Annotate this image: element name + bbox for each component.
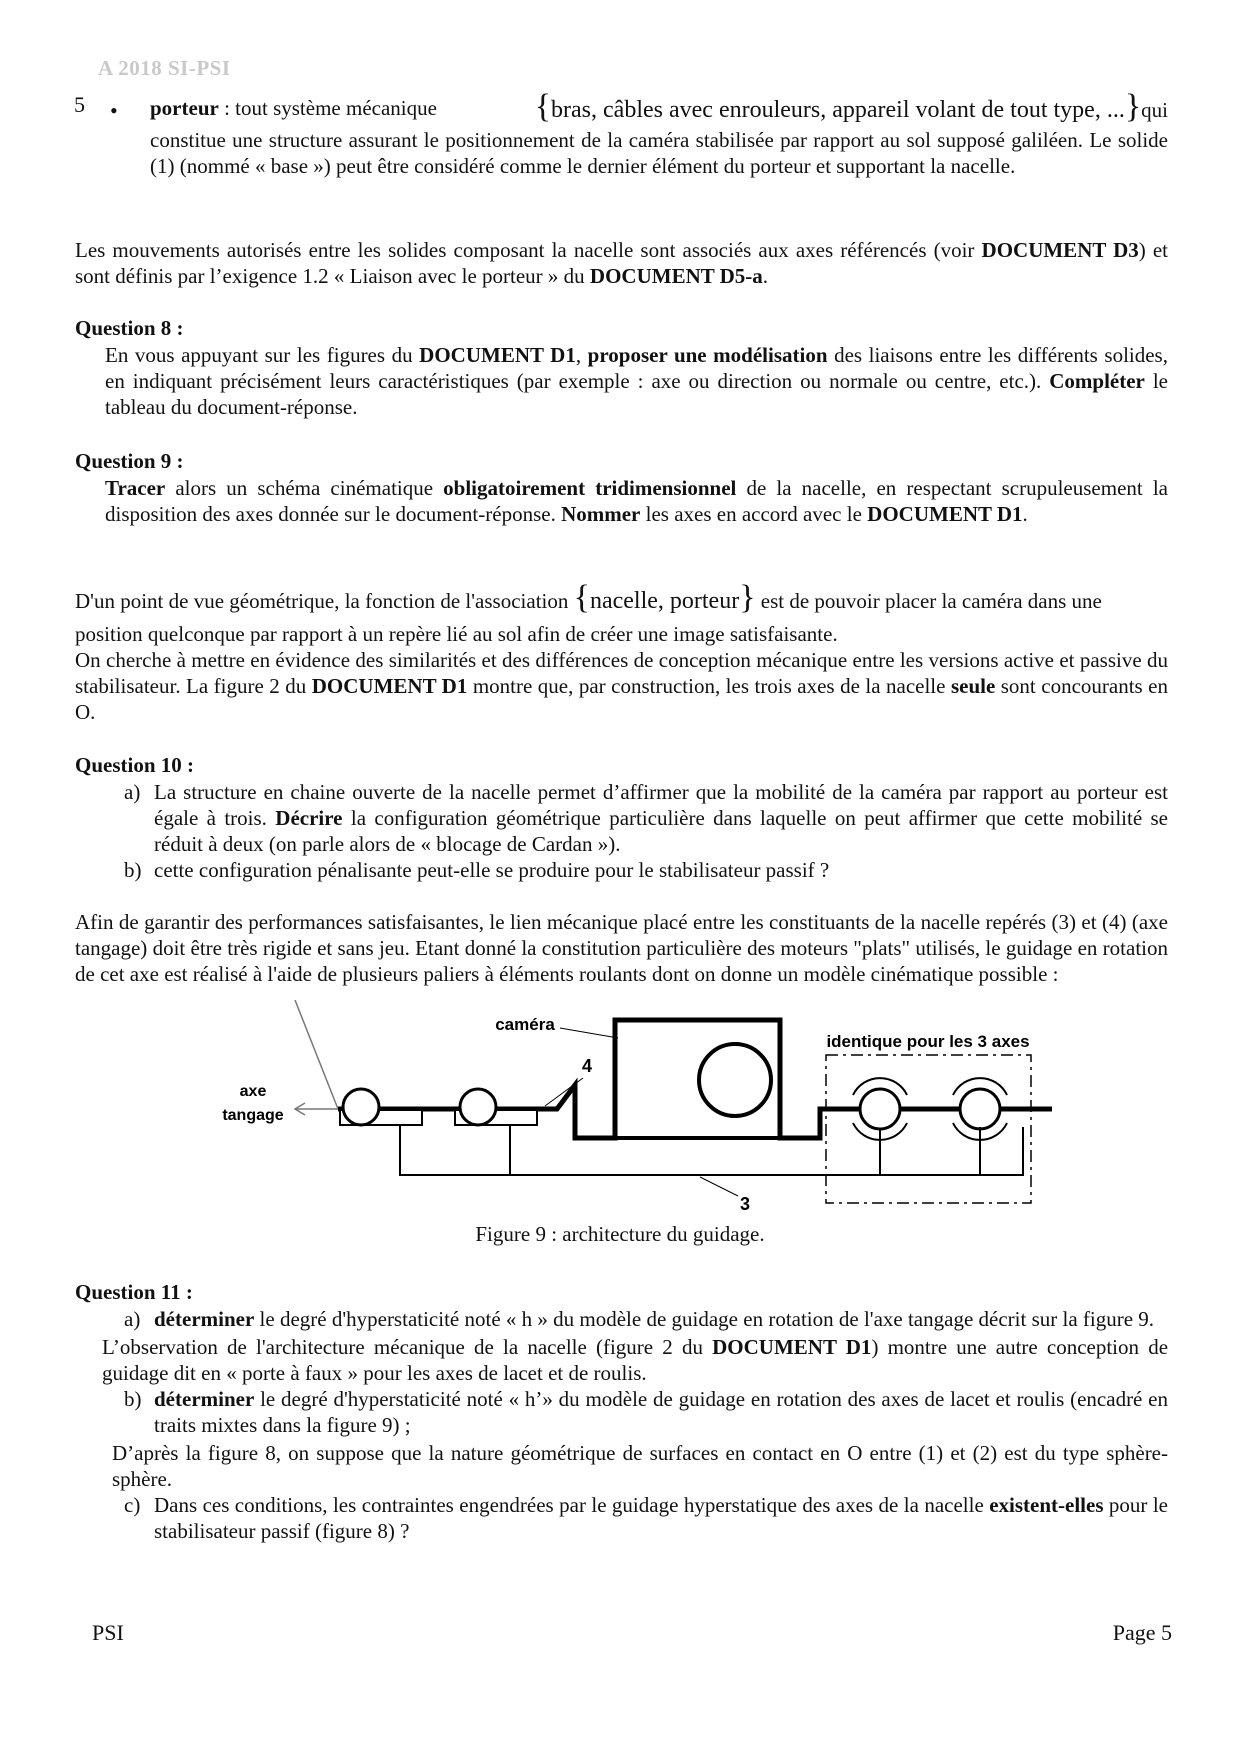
emphasis: obligatoirement tridimensionnel xyxy=(443,476,737,500)
label-camera: caméra xyxy=(495,1015,555,1034)
text-span: pour le stabilisateur passif (figure 8) ? xyxy=(154,1493,1168,1543)
instruction-verb: proposer une modélisation xyxy=(587,343,828,367)
text-span: la configuration géométrique particulière dans laquelle on peut affirmer que cette mobilité se réduit à deux (on parle alors de « blocage de Cardan »). xyxy=(154,806,1168,856)
body-3-leader-line xyxy=(700,1177,738,1196)
doc-ref: DOCUMENT D1 xyxy=(712,1335,872,1359)
text-span: . xyxy=(762,264,769,288)
left-brace-icon: { xyxy=(534,88,552,125)
text-span: montre que, par construction, les trois axes de la nacelle xyxy=(467,674,951,698)
question-8-text xyxy=(105,342,1168,420)
question-10-item-a xyxy=(100,779,1168,857)
paragraph-guidage: Afin de garantir des performances satisfaisantes, le lien mécanique placé entre les constituants de la nacelle repérés (3) et (4) (axe tangage) doit être très rigide et sans jeu. Etant donné la constitution particulière des moteurs "plats" utilisés, le guidage en rotation de cet axe est réalisé à l'aide de plusieurs paliers à éléments roulants dont on donne un modèle cinématique possible : xyxy=(75,910,1168,986)
question-10-list xyxy=(100,779,1168,883)
ball-bearing-3-icon xyxy=(860,1089,900,1129)
porteur-lead xyxy=(150,96,437,121)
question-11-list xyxy=(100,1306,1168,1544)
doc-ref: DOCUMENT D3 xyxy=(981,238,1139,262)
text-span: le degré d'hyperstaticité noté « h’» du modèle de guidage en rotation des axes de lacet et roulis (encadré en traits mixtes dans la figure 9) ; xyxy=(154,1387,1168,1437)
question-11-figure8-note: D’après la figure 8, on suppose que la nature géométrique de surfaces en contact en O entre (1) et (2) est du type sphère-sphère. xyxy=(112,1441,1168,1491)
right-brace-icon: } xyxy=(739,579,756,616)
porteur-braced-set xyxy=(534,88,1168,125)
text-span: . xyxy=(1022,502,1028,526)
porteur-brace-content: bras, câbles avec enrouleurs, appareil volant de tout type, ... xyxy=(551,97,1125,123)
ball-bearing-4-icon xyxy=(960,1089,1000,1129)
text-span: le tableau du document-réponse. xyxy=(105,369,1168,419)
porteur-definition-line xyxy=(150,88,1168,125)
figure-9-diagram xyxy=(0,1000,1240,1220)
ball-bearing-2-icon xyxy=(460,1089,496,1125)
text-span: L’observation de l'architecture mécanique de la nacelle (figure 2 du xyxy=(102,1335,713,1359)
question-9-title: Question 9 : xyxy=(75,449,184,473)
question-11-title: Question 11 : xyxy=(75,1280,193,1304)
text-span: On cherche à mettre en évidence des similarités et des différences de conception mécanique entre les versions active et passive du stabilisateur. La figure 2 du xyxy=(75,648,1168,698)
question-11-item-b xyxy=(100,1386,1168,1438)
text-span: ) montre une autre conception de guidage dit en « porte à faux » pour les axes de lacet et de roulis. xyxy=(102,1335,1169,1385)
text-span: En vous appuyant sur les figures du xyxy=(105,343,420,367)
porteur-definition-rest: constitue une structure assurant le positionnement de la caméra stabilisée par rapport au sol supposé galiléen. Le solide (1) (nommé « base ») peut être considéré comme le dernier élément du porteur et supportant la nacelle. xyxy=(150,128,1168,178)
question-9-text xyxy=(105,475,1168,527)
paragraph-geometrique-line1 xyxy=(75,579,1168,616)
footer-page-number: Page 5 xyxy=(1112,1620,1172,1645)
camera-lens-icon xyxy=(699,1044,771,1116)
paragraph-mouvements xyxy=(75,237,1168,289)
bullet-icon: • xyxy=(110,98,118,123)
label-3: 3 xyxy=(739,1194,751,1214)
item-label: b) xyxy=(124,858,142,882)
question-10-title: Question 10 : xyxy=(75,753,195,777)
porteur-qui: qui xyxy=(1141,98,1168,122)
item-label: a) xyxy=(124,780,141,804)
text-span: Les mouvements autorisés entre les solides composant la nacelle sont associés aux axes référencés (voir xyxy=(75,238,982,262)
paragraph-geometrique-line2: position quelconque par rapport à un repère lié au sol afin de créer une image satisfaisante. xyxy=(75,622,838,646)
porteur-lead-text: : tout système mécanique xyxy=(218,95,437,120)
text-span: D'un point de vue géométrique, la fonction de l'association xyxy=(75,589,574,613)
text-span: ) et sont définis par l’exigence 1.2 « Liaison avec le porteur » du xyxy=(75,238,1168,288)
label-axe: axe xyxy=(239,1083,267,1100)
ball-bearing-1-icon xyxy=(343,1089,379,1125)
text-span: de la nacelle, en respectant scrupuleusement la disposition des axes donnée sur le document-réponse. xyxy=(105,476,1168,526)
label-identique: identique pour les 3 axes xyxy=(826,1032,1030,1051)
doc-ref: DOCUMENT D1 xyxy=(867,502,1023,526)
instruction-verb: Décrire xyxy=(275,806,343,830)
question-10-item-b xyxy=(100,857,1168,883)
text-span: sont concourants en O. xyxy=(75,674,1169,724)
footer-section: PSI xyxy=(92,1620,124,1645)
item-label: a) xyxy=(124,1307,141,1331)
base-body-3 xyxy=(400,1123,1023,1175)
text-span: des liaisons entre les différents solides, en indiquant précisément leurs caractéristiques (par exemple : axe ou direction ou normale ou centre, etc.). xyxy=(105,343,1168,393)
instruction-verb: déterminer xyxy=(154,1307,255,1331)
line-number: 5 xyxy=(74,92,85,117)
question-11-observation xyxy=(100,1334,1168,1386)
doc-ref: DOCUMENT D1 xyxy=(419,343,576,367)
instruction-verb: Tracer xyxy=(105,476,166,500)
exam-watermark: A 2018 SI-PSI xyxy=(98,56,231,80)
camera-leader-line xyxy=(560,1028,618,1038)
text-span: alors un schéma cinématique xyxy=(165,476,444,500)
figure-9-caption: Figure 9 : architecture du guidage. xyxy=(475,1222,765,1246)
item-label: b) xyxy=(124,1387,142,1411)
emphasis: seule xyxy=(950,674,996,698)
question-11-item-c xyxy=(100,1492,1168,1544)
text-span: les axes en accord avec le xyxy=(640,502,868,526)
doc-ref: DOCUMENT D1 xyxy=(311,674,468,698)
label-tangage: tangage xyxy=(222,1107,284,1124)
emphasis: existent-elles xyxy=(989,1493,1104,1517)
left-brace-icon: { xyxy=(573,579,590,616)
instruction-verb: Compléter xyxy=(1049,369,1145,393)
label-4: 4 xyxy=(581,1056,593,1076)
text-span: Dans ces conditions, les contraintes engendrées par le guidage hyperstatique des axes de la nacelle xyxy=(154,1493,990,1517)
question-11-item-a xyxy=(100,1306,1168,1332)
text-span: est de pouvoir placer la caméra dans une xyxy=(755,589,1102,613)
axis-arrow-line xyxy=(295,1000,338,1109)
paragraph-geometrique-rest xyxy=(75,647,1168,725)
porteur-term: porteur xyxy=(150,95,219,120)
text-span: , xyxy=(575,343,588,367)
instruction-verb: déterminer xyxy=(154,1387,255,1411)
instruction-verb: Nommer xyxy=(561,502,641,526)
text-span: le degré d'hyperstaticité noté « h » du modèle de guidage en rotation de l'axe tangage décrit sur la figure 9. xyxy=(254,1307,1155,1331)
right-brace-icon: } xyxy=(1124,88,1142,125)
item-label: c) xyxy=(124,1493,141,1517)
question-8-title: Question 8 : xyxy=(75,316,184,340)
text-span: cette configuration pénalisante peut-elle se produire pour le stabilisateur passif ? xyxy=(154,858,830,882)
association-brace-content: nacelle, porteur xyxy=(589,588,740,614)
text-span: La structure en chaine ouverte de la nacelle permet d’affirmer que la mobilité de la caméra par rapport au porteur est égale à trois. xyxy=(154,780,1168,830)
doc-ref: DOCUMENT D5-a xyxy=(589,264,763,288)
